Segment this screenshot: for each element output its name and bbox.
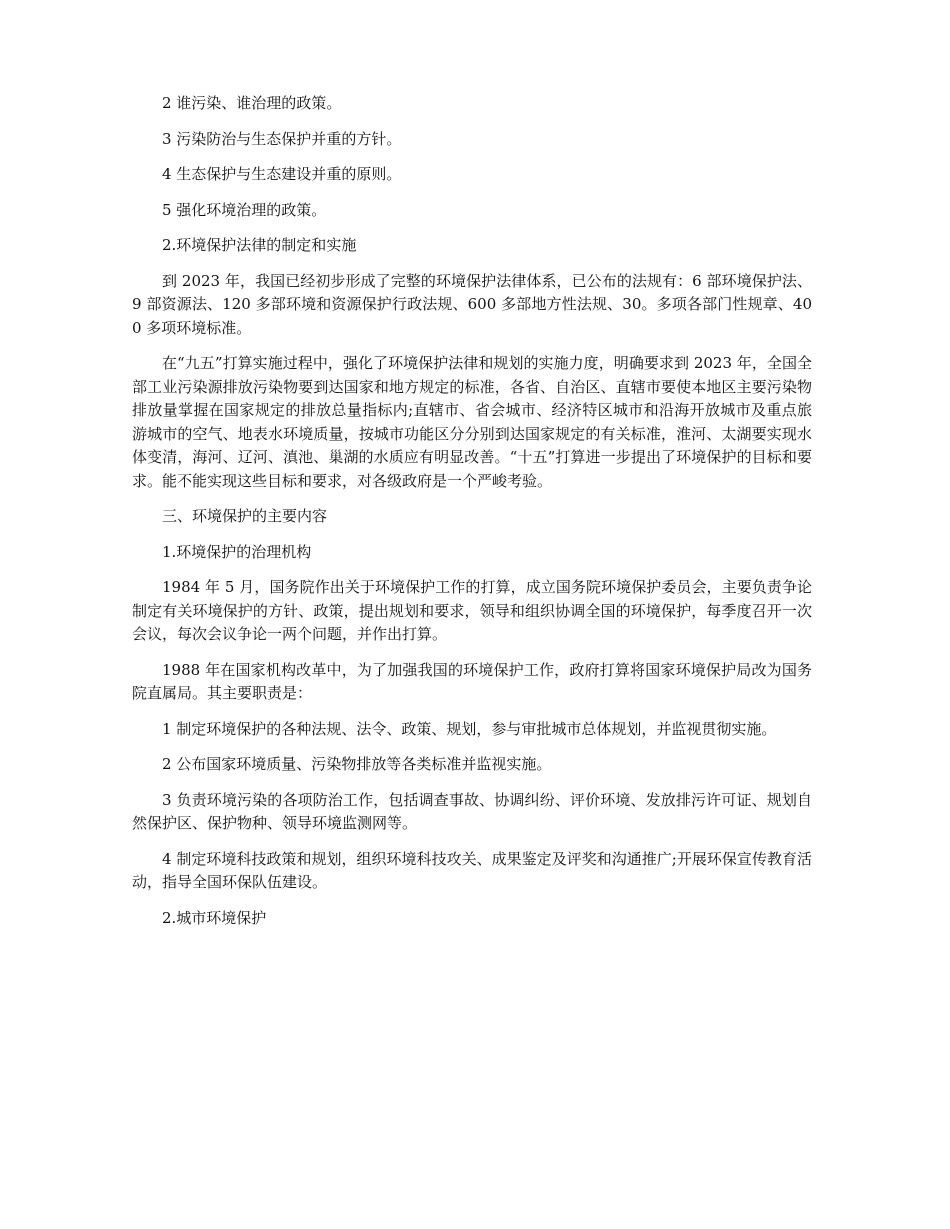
duty-item-1: 1 制定环境保护的各种法规、法令、政策、规划，参与审批城市总体规划，并监视贯彻实施。 bbox=[162, 719, 777, 738]
duty-item-4: 4 制定环境科技政策和规划，组织环境科技攻关、成果鉴定及评奖和沟通推广;开展环保宣传教育活动，指导全国环保队伍建设。 bbox=[132, 849, 812, 891]
paragraph-policy-5: 5 强化环境治理的政策。 bbox=[162, 200, 327, 219]
duty-item-2: 2 公布国家环境质量、污染物排放等各类标准并监视实施。 bbox=[162, 755, 552, 773]
paragraph-law-system: 到 2023 年，我国已经初步形成了完整的环境保护法律体系，已公布的法规有：6 部环境保护法、9 部资源法、120 多部环境和资源保护行政法规、600 多部地方性法规、30。多项各部门性规章、400 多项环境标准。 bbox=[132, 271, 812, 337]
section-heading-main-content: 三、环境保护的主要内容 bbox=[162, 507, 328, 525]
paragraph-policy-2: 2 谁污染、谁治理的政策。 bbox=[162, 94, 342, 112]
paragraph-policy-4: 4 生态保护与生态建设并重的原则。 bbox=[162, 165, 402, 183]
paragraph-1988-reform: 1988 年在国家机构改革中，为了加强我国的环境保护工作，政府打算将国家环境保护局改为国务院直属局。其主要职责是： bbox=[132, 660, 812, 702]
subheading-urban-environment: 2.城市环境保护 bbox=[162, 908, 267, 927]
paragraph-ninth-five-year-plan: 在“九五”打算实施过程中，强化了环境保护法律和规划的实施力度，明确要求到 2023 年，全国全部工业污染源排放污染物要到达国家和地方规定的标准，各省、自治区、直辖市要使本地区主要污染物排放量掌握在国家规定的排放总量指标内;直辖市、省会城市、经济特区城市和沿海开放城市及重点旅游城市的空气、地表水环境质量，按城市功能区分分别到达国家规定的有关标准，淮河、太湖要实现水体变清，海河、辽河、滇池、巢湖的水质应有明显改善。“十五”打算进一步提出了环境保护的目标和要求。能不能实现这些目标和要求，对各级政府是一个严峻考验。 bbox=[132, 354, 812, 490]
paragraph-1984-committee: 1984 年 5 月，国务院作出关于环境保护工作的打算，成立国务院环境保护委员会，主要负责争论制定有关环境保护的方针、政策，提出规划和要求，领导和组织协调全国的环境保护，每季度召开一次会议，每次会议争论一两个问题，并作出打算。 bbox=[132, 578, 812, 643]
duty-item-3: 3 负责环境污染的各项防治工作，包括调查事故、协调纠纷、评价环境、发放排污许可证、规划自然保护区、保护物种、领导环境监测网等。 bbox=[132, 790, 812, 832]
subheading-governance-institutions: 1.环境保护的治理机构 bbox=[162, 542, 312, 561]
subheading-law-formulation: 2.环境保护法律的制定和实施 bbox=[162, 236, 357, 254]
paragraph-policy-3: 3 污染防治与生态保护并重的方针。 bbox=[162, 129, 402, 148]
document-body bbox=[132, 92, 812, 942]
